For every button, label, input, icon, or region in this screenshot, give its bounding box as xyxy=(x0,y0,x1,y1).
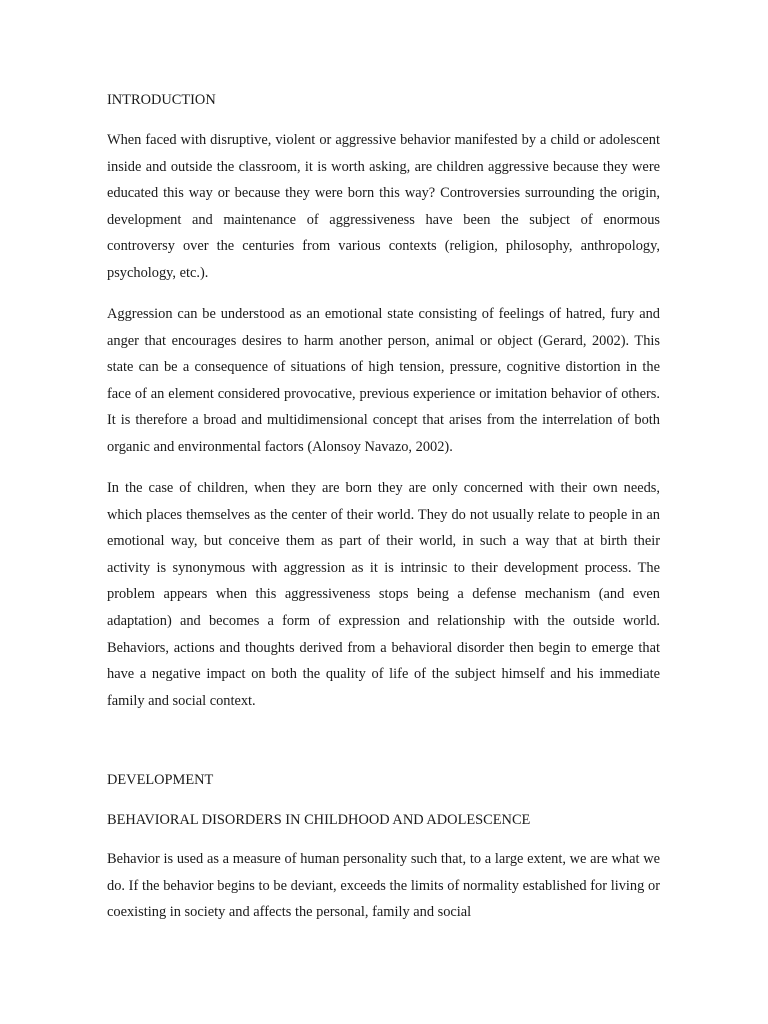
section-heading-introduction: INTRODUCTION xyxy=(107,92,216,108)
paragraph-4: Behavior is used as a measure of human personality such that, to a large extent, we are what we do. If the behavior begins to be deviant, exceeds the limits of normality established for living or coexisting in society and affects the personal, family and social xyxy=(107,851,660,921)
subsection-heading-behavioral-disorders: BEHAVIORAL DISORDERS IN CHILDHOOD AND ADOLESCENCE xyxy=(107,812,531,828)
paragraph-1: When faced with disruptive, violent or aggressive behavior manifested by a child or adolescent inside and outside the classroom, it is worth asking, are children aggressive because they were educated this way or because they were born this way? Controversies surrounding the origin, development and maintenance of aggressiveness have been the subject of enormous controversy over the centuries from various contexts (religion, philosophy, anthropology, psychology, etc.). xyxy=(107,132,660,281)
section-heading-development: DEVELOPMENT xyxy=(107,772,214,788)
paragraph-3: In the case of children, when they are born they are only concerned with their own needs, which places themselves as the center of their world. They do not usually relate to people in an emotional way, but conceive them as part of their world, in such a way that at birth their activity is synonymous with aggression as it is intrinsic to their development process. The problem appears when this aggressiveness stops being a defense mechanism (and even adaptation) and becomes a form of expression and relationship with the outside world. Behaviors, actions and thoughts derived from a behavioral disorder then begin to emerge that have a negative impact on both the quality of life of the subject himself and his immediate family and social context. xyxy=(107,480,660,709)
paragraph-2: Aggression can be understood as an emotional state consisting of feelings of hatred, fury and anger that encourages desires to harm another person, animal or object (Gerard, 2002). This state can be a consequence of situations of high tension, pressure, cognitive distortion in the face of an element considered provocative, previous experience or imitation behavior of others. It is therefore a broad and multidimensional concept that arises from the interrelation of both organic and environmental factors (Alonsoy Navazo, 2002). xyxy=(107,306,660,455)
